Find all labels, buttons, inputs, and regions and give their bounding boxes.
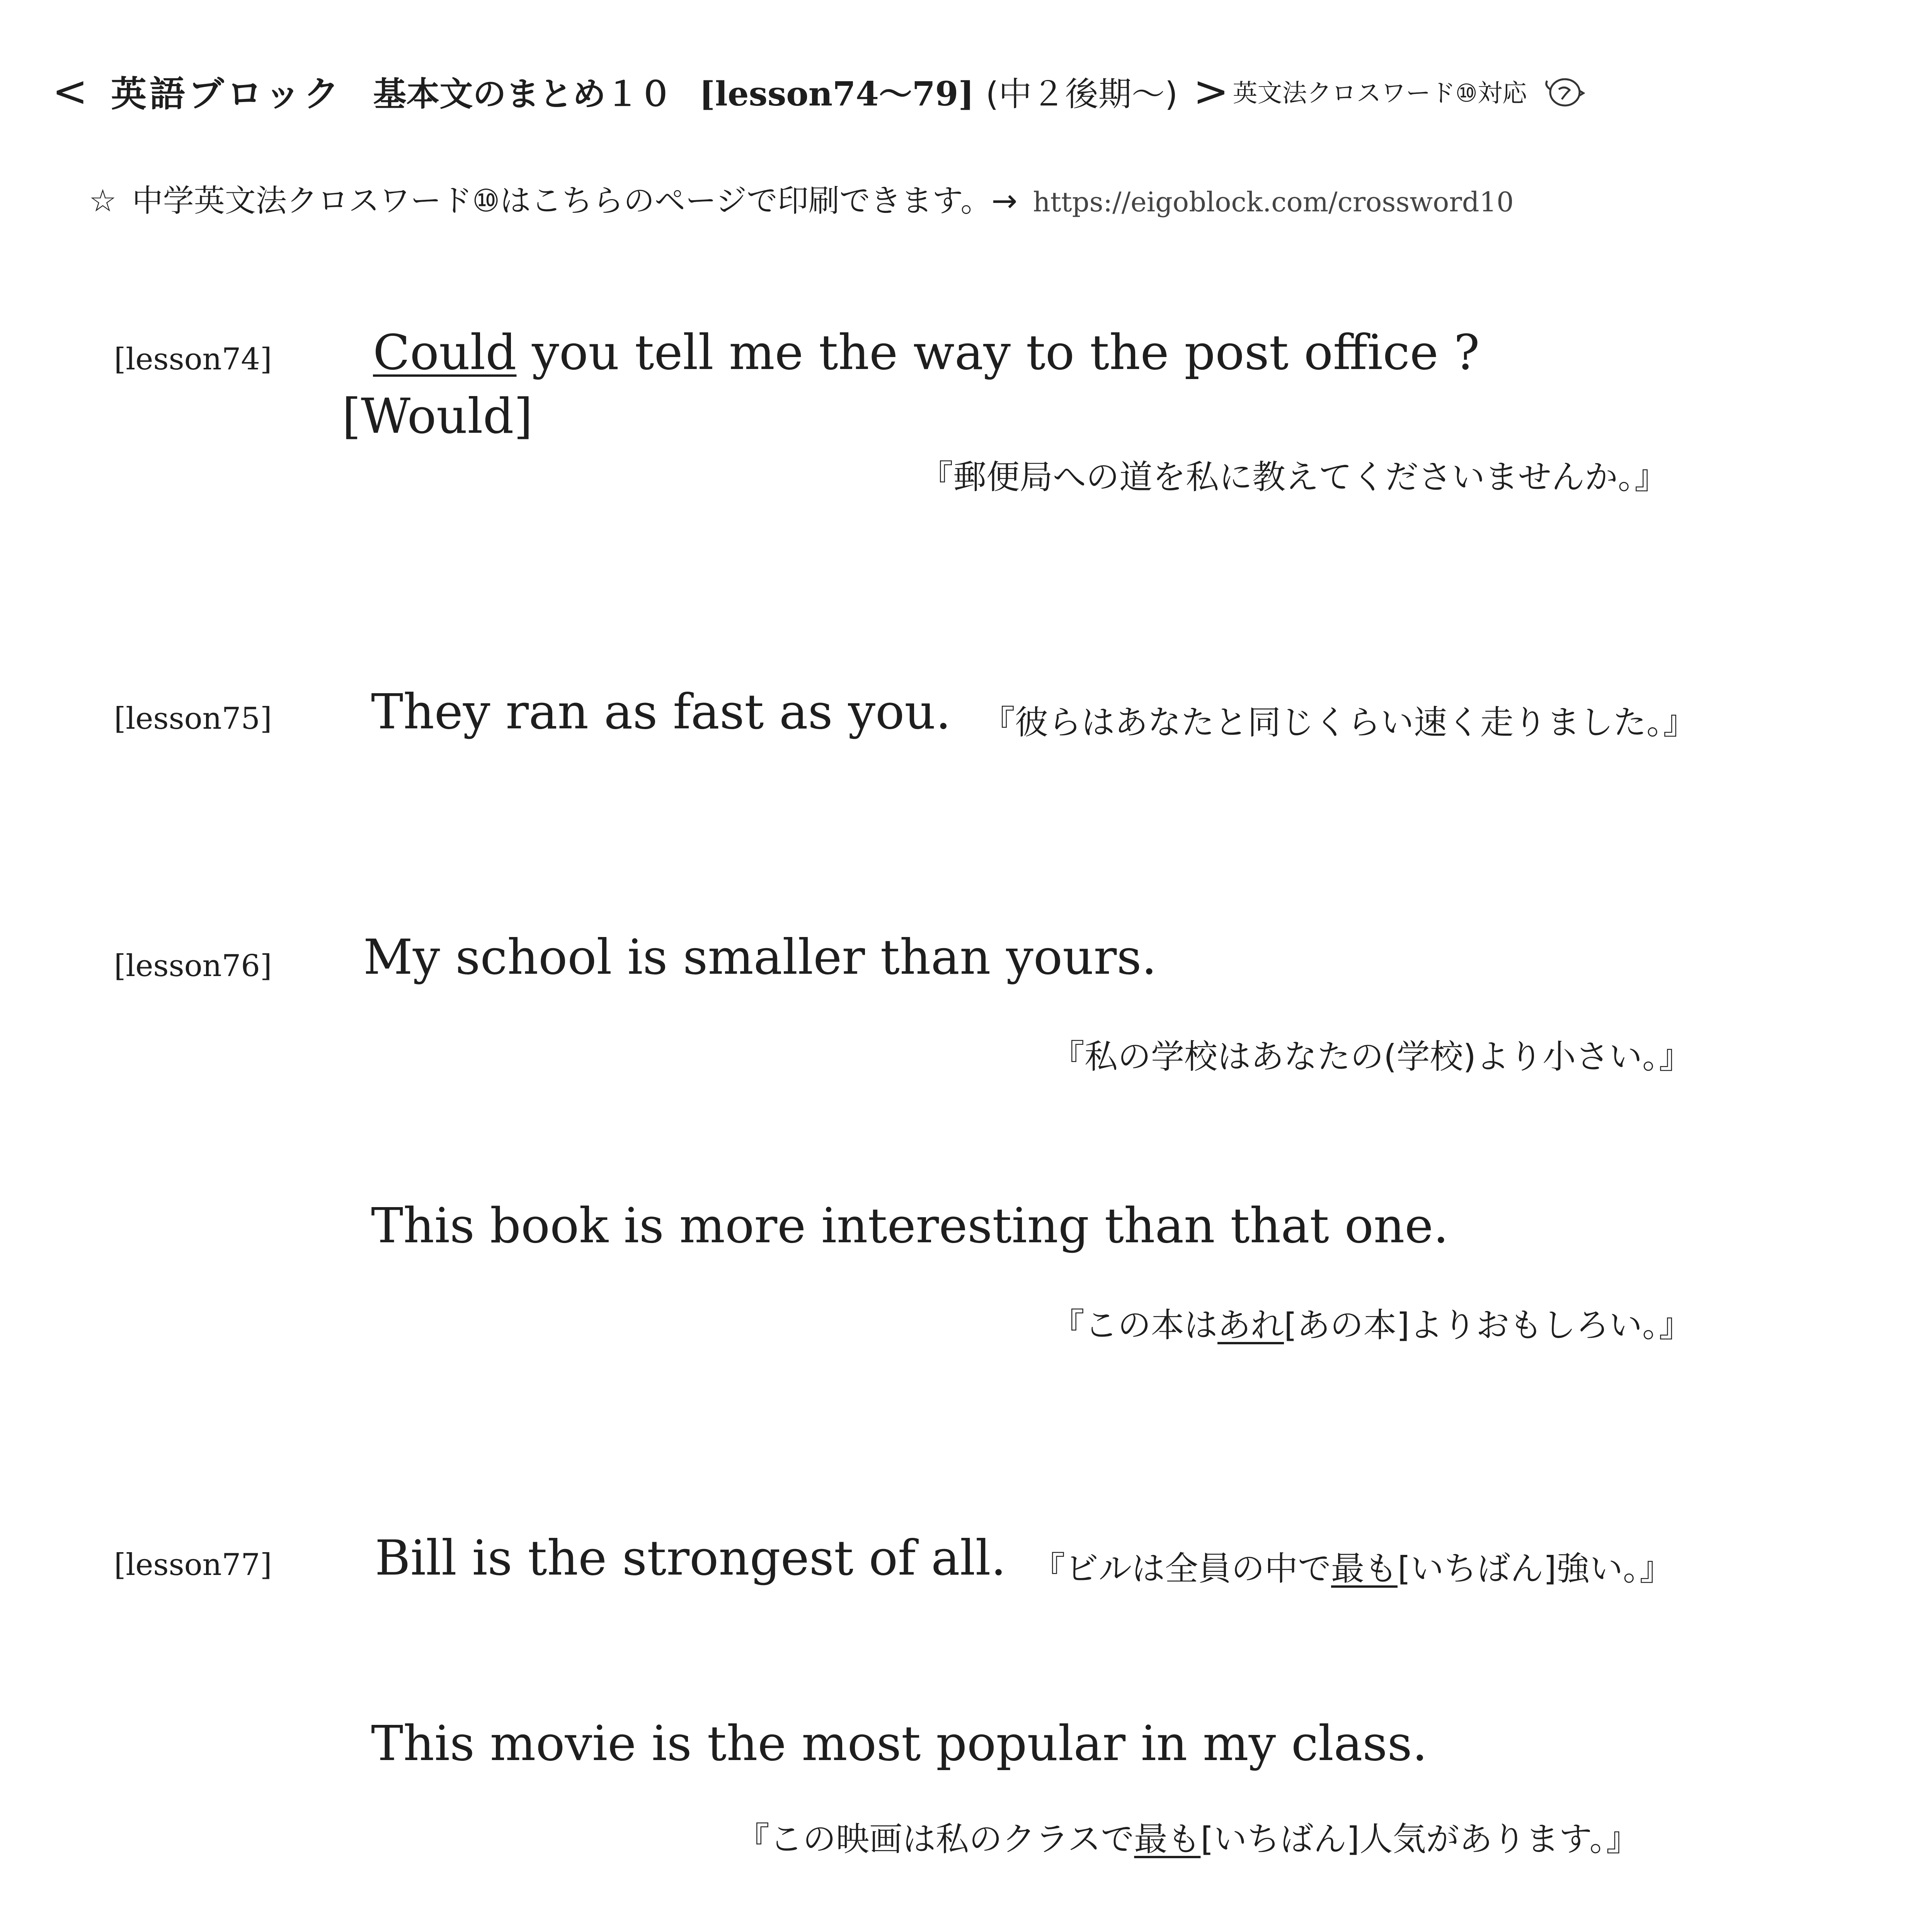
brand-logo: 英語ブロック [111, 73, 342, 115]
lesson-translation: 『郵便局への道を私に教えてくださいませんか。』 [920, 458, 1668, 497]
lesson-translation: 『彼らはあなたと同じくらい速く走りました。』 [982, 703, 1696, 742]
translation-part: 『この映画は私のクラスで [736, 1820, 1134, 1859]
translation-part: 『ビルは全員の中で [1032, 1549, 1331, 1588]
lesson-sentence: They ran as fast as you. [371, 684, 951, 740]
print-note [89, 176, 1514, 220]
lesson-sentence: Bill is the strongest of all. [375, 1530, 1006, 1586]
star-icon: ☆ [89, 183, 117, 219]
note-text: 中学英文法クロスワード⑩はこちらのページで印刷できます。→ [132, 183, 1018, 219]
grade-level: (中２後期〜) [986, 75, 1178, 114]
mascot-icon [1542, 74, 1585, 109]
lesson-translation-2 [736, 1812, 1639, 1860]
lesson-label: [lesson76] [114, 949, 272, 983]
open-bracket: < [52, 66, 88, 116]
underlined-word: あれ [1217, 1306, 1284, 1345]
alternative-word: [Would] [342, 388, 533, 444]
sentence-rest: you tell me the way to the post office ? [516, 325, 1480, 381]
lesson-sentence-2: This movie is the most popular in my class. [371, 1716, 1428, 1772]
lesson-translation: 『私の学校はあなたの(学校)より小さい。』 [1051, 1037, 1692, 1076]
crossword-link[interactable]: https://eigoblock.com/crossword10 [1033, 186, 1514, 218]
page-header [52, 66, 1585, 117]
lesson-sentence [373, 325, 1480, 381]
underlined-word: 最も [1331, 1549, 1398, 1588]
underlined-word: Could [373, 325, 517, 381]
underlined-word: 最も [1134, 1820, 1201, 1859]
page-title: 基本文のまとめ１０ [373, 75, 672, 114]
translation-part: [いちばん]人気があります。』 [1200, 1820, 1639, 1859]
lesson-range: [lesson74〜79] [699, 75, 974, 114]
lesson-label: [lesson75] [114, 701, 272, 736]
lesson-label: [lesson77] [114, 1548, 272, 1582]
lesson-sentence-2: This book is more interesting than that one. [371, 1198, 1449, 1254]
translation-part: 『この本は [1051, 1306, 1217, 1345]
lesson-label: [lesson74] [114, 342, 272, 377]
close-bracket: > [1193, 66, 1229, 116]
translation-part: [いちばん]強い。』 [1398, 1549, 1673, 1588]
translation-part: [あの本]よりおもしろい。』 [1284, 1306, 1692, 1345]
lesson-sentence: My school is smaller than yours. [363, 929, 1157, 985]
crossword-tag: 英文法クロスワード⑩対応 [1233, 79, 1527, 108]
lesson-translation [1032, 1542, 1673, 1590]
lesson-translation-2 [1051, 1298, 1692, 1346]
